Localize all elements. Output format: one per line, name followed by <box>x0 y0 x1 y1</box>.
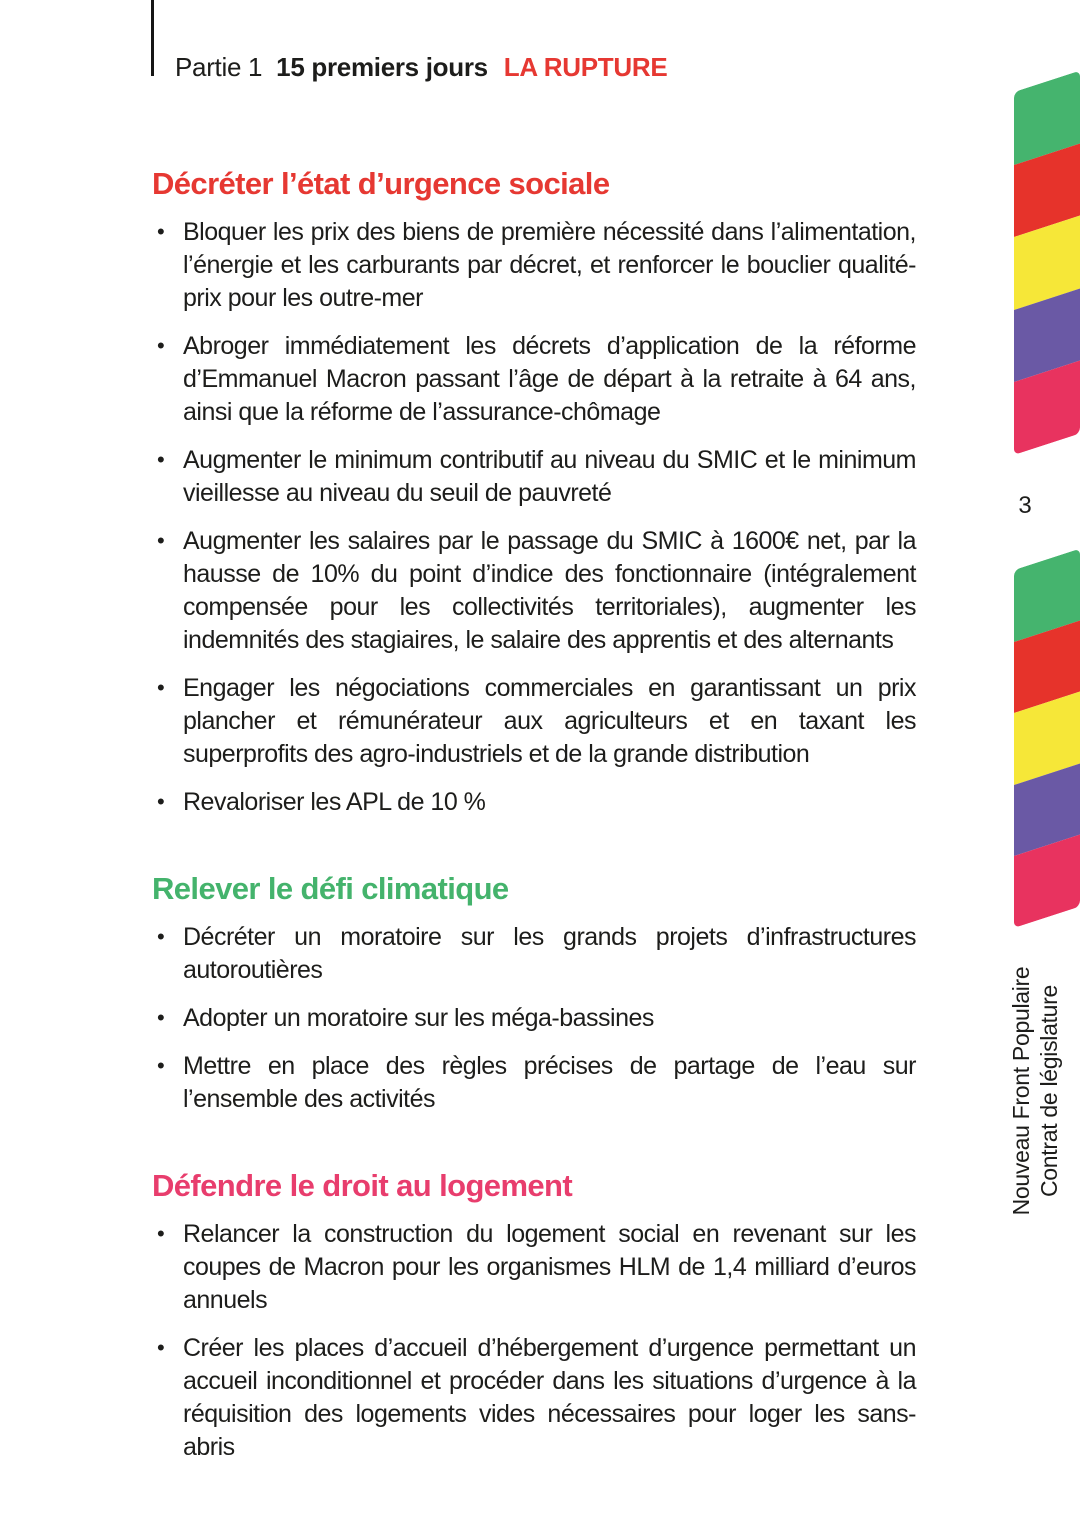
section-urgence-sociale <box>152 166 916 819</box>
bullet-list <box>152 216 916 819</box>
header-vertical-rule <box>151 0 154 76</box>
part-title: 15 premiers jours <box>276 52 488 82</box>
page-header <box>175 52 667 83</box>
list-item: • Augmenter le minimum contributif au niveau du SMIC et le minimum vieillesse au niveau du seuil de pauvreté <box>152 444 916 510</box>
list-item: • Mettre en place des règles précises de partage de l’eau sur l’ensemble des activités <box>152 1050 916 1116</box>
color-stripe-band-bottom <box>1014 549 1080 928</box>
part-highlight: LA RUPTURE <box>503 52 668 82</box>
list-item: • Créer les places d’accueil d’hébergement d’urgence permettant un accueil inconditionnel et procéder dans les situations d’urgence à la réquisition des logements vides nécessaires pour loger les sans-abris <box>152 1332 916 1464</box>
spine-line-2: Contrat de législature <box>1036 984 1062 1198</box>
list-item: • Décréter un moratoire sur les grands projets d’infrastructures autoroutières <box>152 921 916 987</box>
section-title: Décréter l’état d’urgence sociale <box>152 166 610 201</box>
list-item: • Relancer la construction du logement social en revenant sur les coupes de Macron pour les organismes HLM de 1,4 milliard d’euros annuels <box>152 1218 916 1317</box>
list-item: • Bloquer les prix des biens de première nécessité dans l’alimentation, l’énergie et les carburants par décret, et renforcer le bouclier qualité-prix pour les outre-mer <box>152 216 916 315</box>
list-item: • Engager les négociations commerciales en garantissant un prix plancher et rémunérateur aux agriculteurs et en taxant les superprofits des agro-industriels et de la grande distribution <box>152 672 916 771</box>
list-item: • Adopter un moratoire sur les méga-bassines <box>152 1002 916 1035</box>
bullet-list <box>152 921 916 1116</box>
main-content <box>152 166 916 1479</box>
spine-line-1: Nouveau Front Populaire <box>1008 966 1034 1216</box>
section-defi-climatique <box>152 871 916 1116</box>
color-stripe-band-top <box>1014 71 1080 455</box>
list-item: • Abroger immédiatement les décrets d’application de la réforme d’Emmanuel Macron passant l’âge de départ à la retraite à 64 ans, ainsi que la réforme de l’assurance-chômage <box>152 330 916 429</box>
section-title: Relever le défi climatique <box>152 871 509 906</box>
bullet-list <box>152 1218 916 1464</box>
list-item: • Revaloriser les APL de 10 % <box>152 786 916 819</box>
list-item: • Augmenter les salaires par le passage du SMIC à 1600€ net, par la hausse de 10% du point d’indice des fonctionnaire (intégralement compensée pour les collectivités territoriales), augmenter les indemnités des stagiaires, le salaire des apprentis et des alternants <box>152 525 916 657</box>
page-number: 3 <box>1018 492 1032 519</box>
section-title: Défendre le droit au logement <box>152 1168 573 1203</box>
section-droit-logement <box>152 1168 916 1464</box>
part-label: Partie 1 <box>175 52 263 82</box>
spine-vertical-text <box>1007 946 1065 1236</box>
